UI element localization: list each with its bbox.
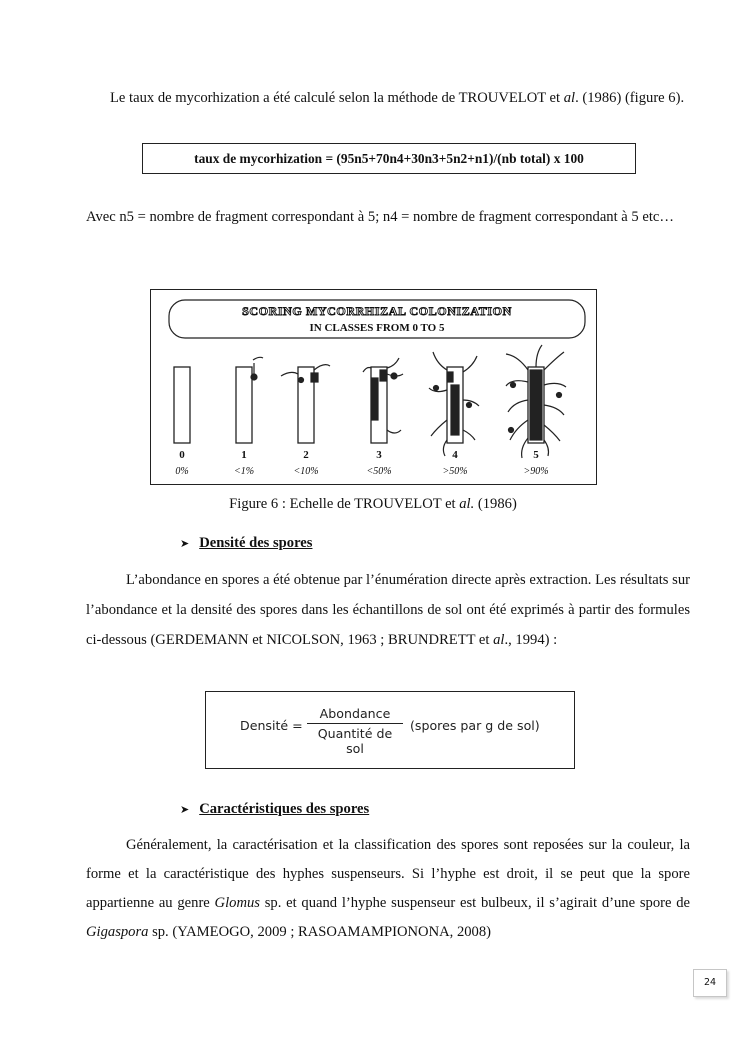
trouvelot-scale-illustration (151, 290, 596, 484)
density-formula-box (205, 691, 575, 769)
root-fragment-class-5 (506, 345, 566, 458)
formula-fraction (307, 706, 403, 756)
class-percent-1: <1% (233, 466, 255, 477)
class-percent-3: <50% (366, 466, 392, 477)
spore-density-paragraph: L’abondance en spores a été obtenue par l’énumération directe après extraction. Les résultats sur l’abondance et la densité des spores dans les échantillons de sol ont été exprimés à partir des formules ci-dessous (GERDEMANN et NICOLSON, 1963 ; BRUNDRETT et al., 1994) : (86, 572, 690, 648)
section-heading-spore-characteristics (180, 800, 369, 819)
class-label-4: 4 (452, 449, 458, 461)
formula-lhs: Densité = (240, 718, 303, 733)
variables-paragraph: Avec n5 = nombre de fragment correspondant à 5; n4 = nombre de fragment correspondant à 5 etc… (86, 209, 674, 225)
root-fragment-class-4 (429, 352, 479, 456)
formula-numerator: Abondance (307, 706, 403, 724)
figure-title-line1: SCORING MYCORRHIZAL COLONIZATION (242, 304, 512, 318)
mycorrhization-formula-box (142, 143, 636, 174)
intro-paragraph: Le taux de mycorhization a été calculé selon la méthode de TROUVELOT et al. (1986) (figure 6). (110, 90, 685, 106)
section-title: Densité des spores (199, 535, 313, 551)
class-percent-0: 0% (175, 466, 189, 477)
figure-title-line2: IN CLASSES FROM 0 TO 5 (309, 322, 445, 334)
class-percent-2: <10% (293, 466, 319, 477)
root-fragment-class-2 (281, 365, 330, 443)
section-heading-spore-density (180, 534, 312, 553)
section-title: Caractéristiques des spores (199, 801, 370, 817)
class-label-1: 1 (241, 449, 247, 461)
trouvelot-scale-figure (150, 289, 597, 485)
class-percent-5: >90% (523, 466, 549, 477)
formula-denominator: Quantité de sol (317, 726, 393, 756)
mycorrhization-formula: taux de mycorhization = (95n5+70n4+30n3+5n2+n1)/(nb total) x 100 (194, 151, 584, 166)
class-label-3: 3 (376, 449, 382, 461)
arrow-bullet-icon: ➤ (180, 538, 190, 550)
class-label-0: 0 (179, 449, 185, 461)
figure-caption: Figure 6 : Echelle de TROUVELOT et al. (1986) (229, 496, 517, 512)
spore-characteristics-paragraph: Généralement, la caractérisation et la classification des spores sont reposées sur la couleur, la forme et la caractéristique des hyphes suspenseurs. Si l’hyphe est droit, il se peut que la spore appartienne au genre Glomus sp. et quand l’hyphe suspenseur est bulbeux, il s’agirait d’une spore de Gigaspora sp. (YAMEOGO, 2009 ; RASOAMAMPIONONA, 2008) (86, 837, 690, 940)
page-number: 24 (693, 969, 727, 997)
class-label-5: 5 (533, 449, 539, 461)
formula-unit: (spores par g de sol) (410, 718, 540, 733)
class-label-2: 2 (303, 449, 309, 461)
arrow-bullet-icon: ➤ (180, 804, 190, 816)
root-fragment-class-3 (363, 358, 403, 443)
class-percent-4: >50% (442, 466, 468, 477)
root-fragment-class-0 (174, 367, 190, 443)
root-fragment-class-1 (236, 357, 263, 443)
